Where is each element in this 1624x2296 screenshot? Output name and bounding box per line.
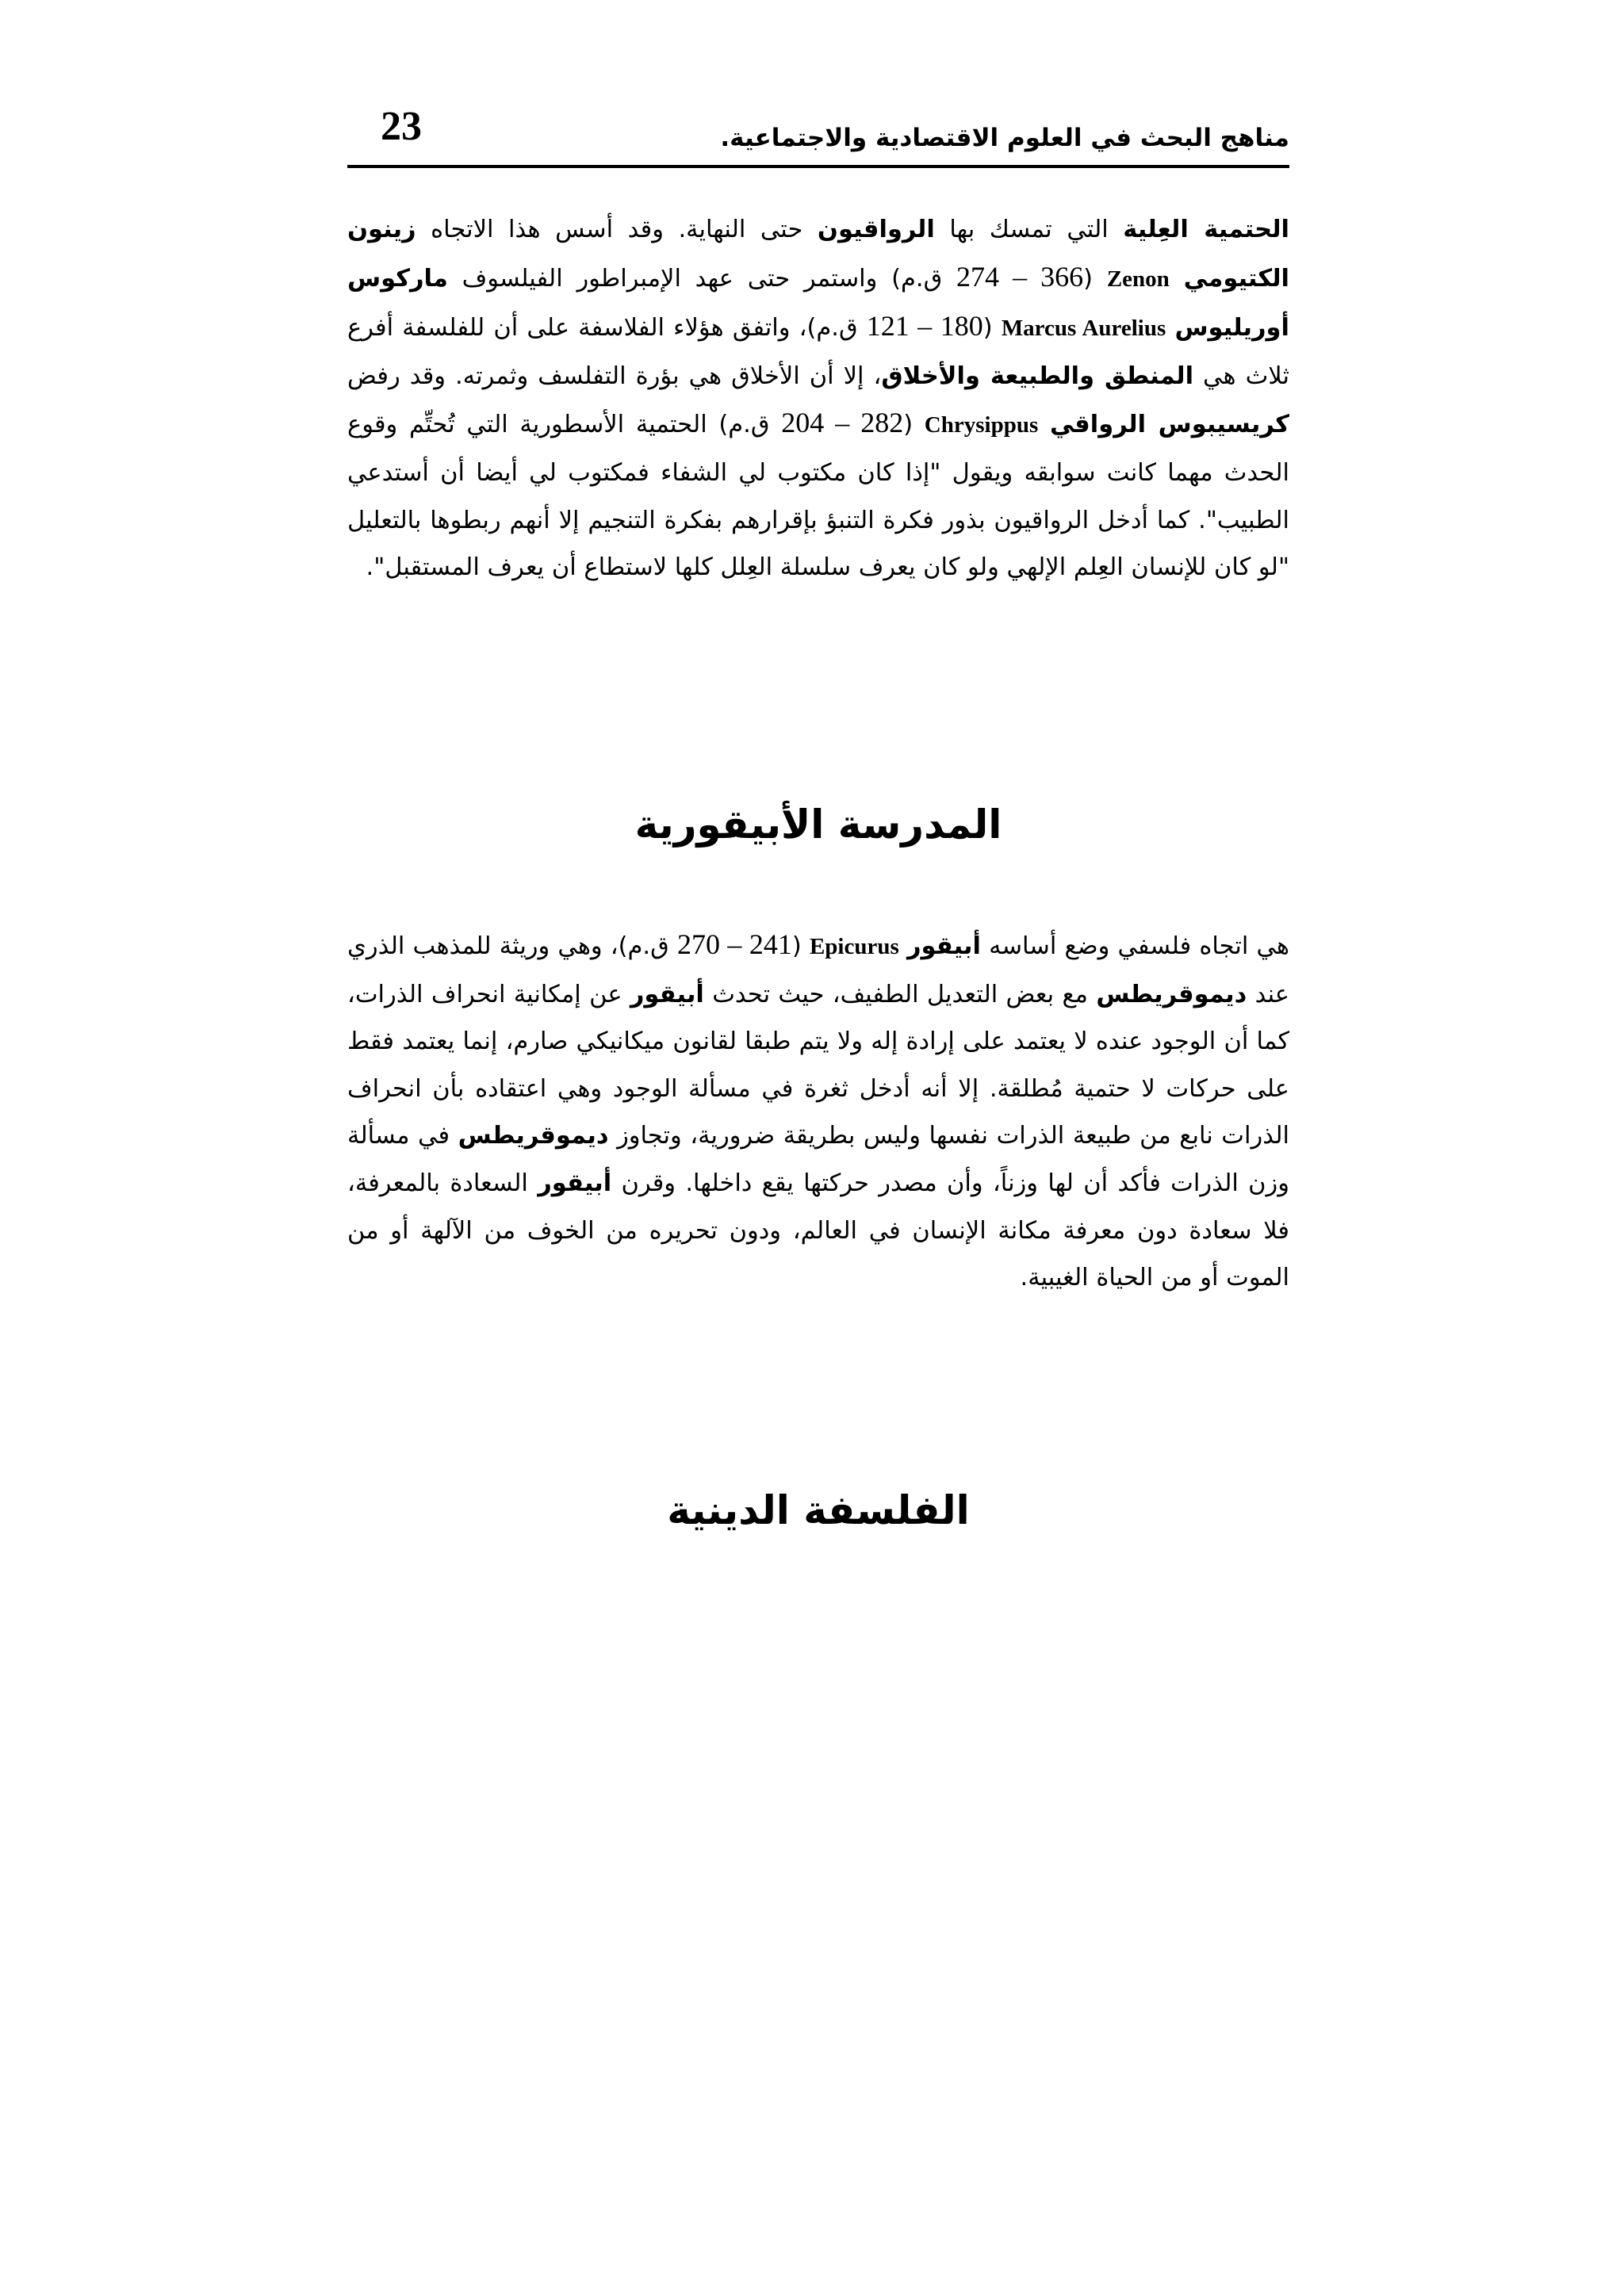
text-run: في مسألة وزن الذرات فأكد أن لها وزناً، وأن مصدر حركتها يقع داخلها. وقرن [347, 1122, 1290, 1197]
text-run: مع بعض التعديل الطفيف، حيث تحدث [703, 980, 1097, 1008]
book-page [347, 95, 1289, 1998]
header-rule [347, 165, 1289, 168]
text-run [899, 932, 907, 960]
running-head: مناهج البحث في العلوم الاقتصادية والاجتماعية. [720, 124, 1289, 152]
latin-name: Chrysippus [924, 412, 1039, 438]
text-run [1166, 314, 1174, 342]
text-run: ( [791, 932, 810, 960]
text-run: ، إلا أن الأخلاق هي بؤرة التفلسف وثمرته. وقد رفض [347, 362, 882, 390]
text-run: السعادة بالمعرفة، فلا سعادة دون معرفة مكانة الإنسان في العالم، ودون تحريره من الخوف من الآلهة أو من الموت أو من الحياة الغيبية. [347, 1169, 1289, 1292]
text-run [1038, 411, 1050, 438]
text-run: ( [1083, 264, 1107, 293]
bold-term: ديموقريطس [1096, 980, 1247, 1008]
date-range: 180 – 121 [866, 310, 983, 342]
text-run: ق.م) الحتمية الأسطورية التي تُحتِّم وقوع الحدث مهما كانت سوابقه ويقول "إذا كان مكتوب لي الشفاء فمكتوب لي أيضا أن أستدعي الطبيب". كما أدخل الرواقيون بذور فكرة التنبؤ بإقرارهم بفكرة التنجيم إلا أنهم ربطوها بالتعليل "لو كان للإنسان العِلم الإلهي ولو كان يعرف سلسلة العِلل كلها لاستطاع أن يعرف المستقبل". [347, 411, 1289, 582]
bold-term: زينون الكتيومي [347, 216, 1290, 293]
text-run [1170, 265, 1184, 293]
date-range: 241 – 270 [676, 928, 792, 960]
date-range: 282 – 204 [781, 407, 904, 439]
date-range: 366 – 274 [956, 260, 1084, 293]
bold-term: كريسيبوس الرواقي [1049, 411, 1289, 439]
bold-term: الرواقيون [817, 216, 935, 243]
paragraph-epicurean [347, 921, 1289, 1302]
section-heading-epicurean: المدرسة الأبيقورية [634, 802, 1002, 848]
text-run: ق.م)، واتفق هؤلاء الفلاسفة على أن للفلسفة أفرع ثلاث هي [347, 314, 1289, 390]
paragraph-stoics [347, 206, 1289, 591]
text-run: ( [982, 314, 1002, 342]
page-number: 23 [381, 104, 422, 149]
text-run: التي تمسك بها [934, 216, 1124, 243]
text-run: ق.م)، وهي وريثة للمذهب الذري عند [347, 932, 1290, 1008]
bold-term: ماركوس أوريليوس [347, 264, 1289, 342]
text-run: هي اتجاه فلسفي وضع أساسه [980, 932, 1289, 960]
text-run: ( [903, 411, 925, 439]
bold-term: الحتمية العِلية [1123, 216, 1289, 243]
text-run: حتى النهاية. وقد أسس هذا الاتجاه [416, 216, 818, 243]
bold-term: أبيقور [630, 980, 704, 1008]
bold-term: ديموقريطس [458, 1122, 609, 1150]
latin-name: Zenon [1106, 266, 1170, 292]
bold-term: المنطق والطبيعة والأخلاق [881, 362, 1194, 390]
section-heading-religious-philosophy: الفلسفة الدينية [667, 1487, 970, 1533]
bold-term: أبيقور [538, 1169, 612, 1197]
page-header [347, 103, 1289, 170]
latin-name: Epicurus [809, 934, 899, 959]
latin-name: Marcus Aurelius [1001, 316, 1166, 342]
text-run: عن إمكانية انحراف الذرات، كما أن الوجود عنده لا يعتمد على إرادة إله ولا يتم طبقا لقانون ميكانيكي صارم، إنما يعتمد فقط على حركات لا حتمية مُطلقة. إلا أنه أدخل ثغرة في مسألة الوجود وهي اعتقاده بأن انحراف الذرات نابع من طبيعة الذرات نفسها وليس بطريقة ضرورية، وتجاوز [347, 980, 1289, 1150]
text-run: ق.م) واستمر حتى عهد الإمبراطور الفيلسوف [447, 264, 957, 293]
bold-term: أبيقور [906, 932, 981, 960]
